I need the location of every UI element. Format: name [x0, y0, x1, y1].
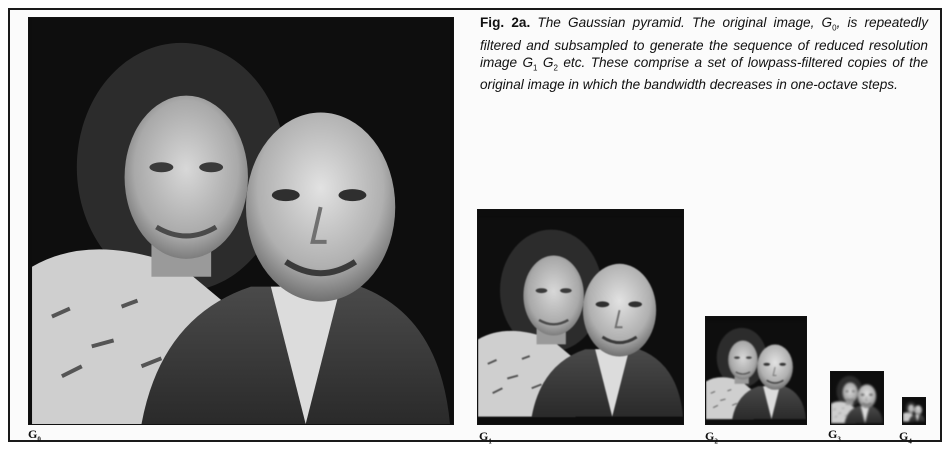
figure-caption: [480, 14, 928, 93]
label-g1: $G_1$: [479, 429, 492, 446]
image-g1: [477, 209, 684, 425]
caption-text-2: , is repeatedly filtered and subsampled to generate the sequence of reduced resolution image G: [480, 15, 928, 70]
image-g2: [705, 316, 807, 425]
label-g2: $G_2$: [705, 429, 718, 446]
caption-text-1: The Gaussian pyramid. The original image, G: [530, 15, 833, 30]
portrait-g0: [29, 18, 453, 424]
portrait-g1: [478, 210, 683, 424]
caption-lead: Fig. 2a.: [480, 15, 531, 30]
caption-g0-sub: 0: [832, 23, 837, 33]
caption-g1-sub: 1: [533, 63, 538, 73]
caption-g2-sub: 2: [553, 63, 558, 73]
label-g4: $G_4$: [899, 429, 912, 446]
caption-text-3: G: [537, 54, 554, 70]
label-g0: $G_0$: [28, 427, 41, 444]
image-g0: [28, 17, 454, 425]
caption-text-4: etc. These comprise a set of lowpass-filtered copies of the original image in which the bandwidth decreases in one-octave steps.: [480, 54, 928, 93]
label-g3: $G_3$: [828, 427, 841, 444]
image-g4: [902, 397, 926, 425]
portrait-g2: [706, 317, 806, 424]
image-g3: [830, 371, 884, 425]
portrait-g3: [831, 372, 883, 424]
portrait-g4: [903, 398, 925, 424]
